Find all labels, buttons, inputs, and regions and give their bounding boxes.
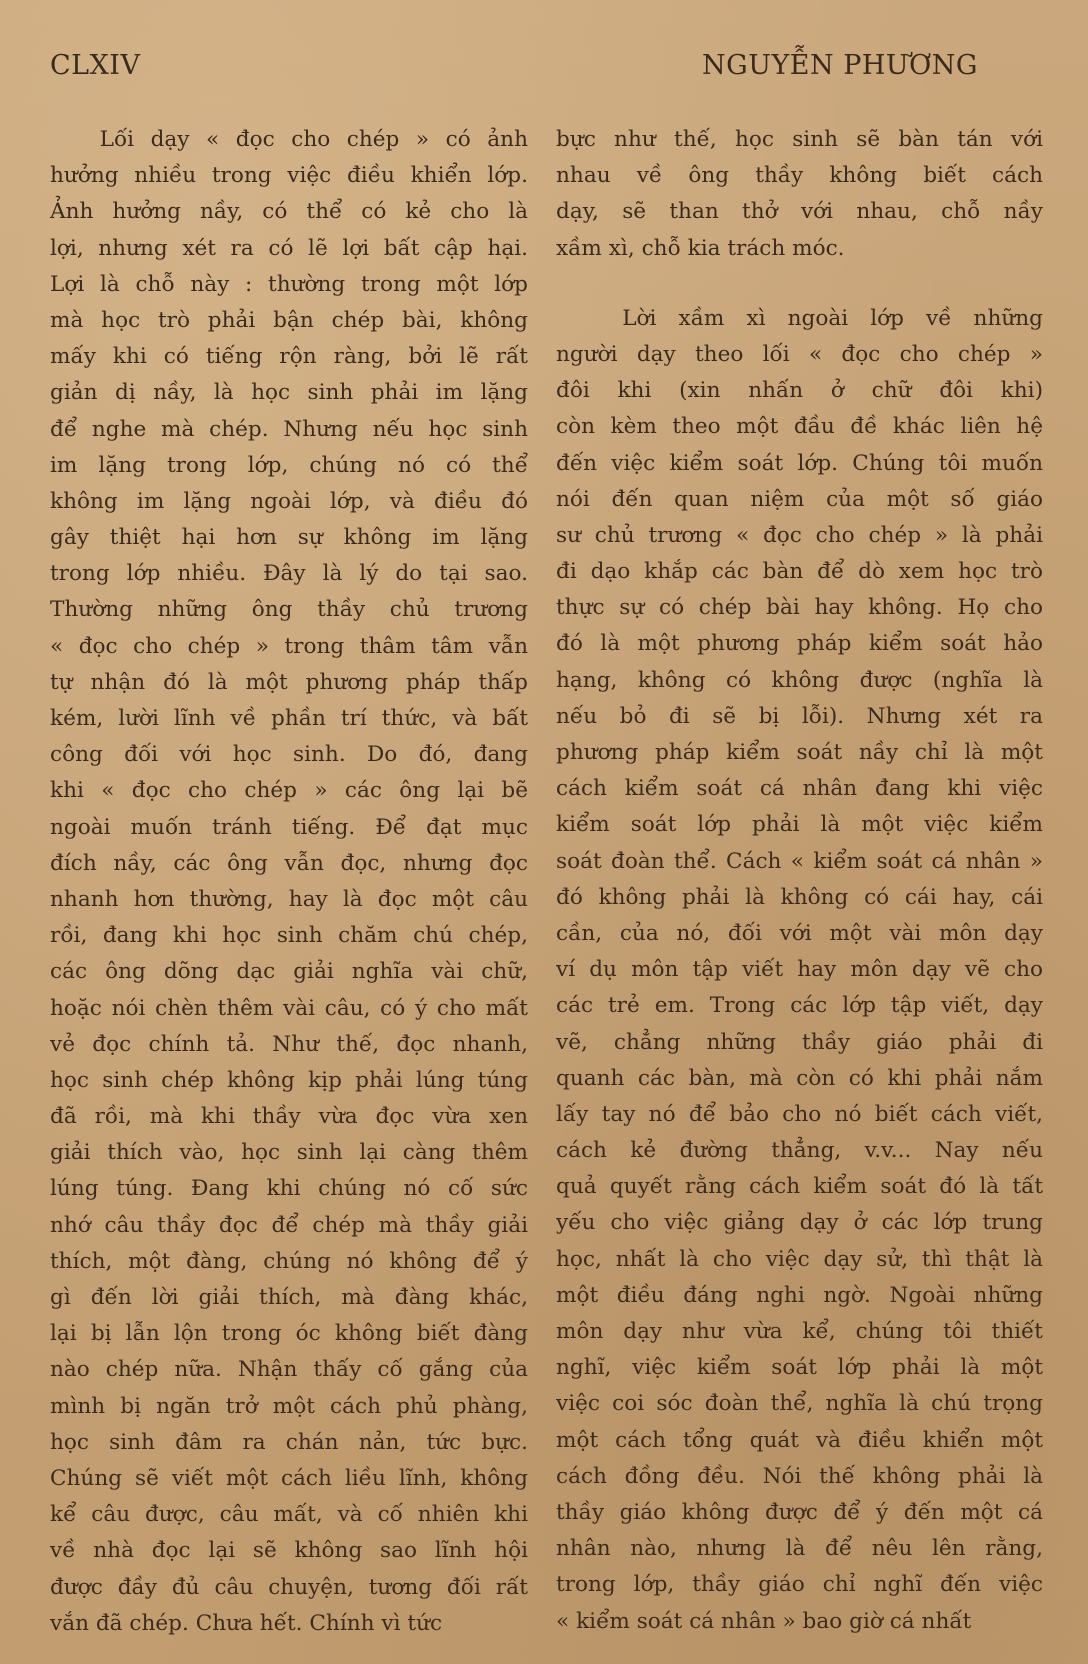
text-line: sư chủ trương « đọc cho chép » là phải: [556, 522, 1043, 548]
text-line: vắn đã chép. Chưa hết. Chính vì tức: [50, 1610, 443, 1636]
text-line: khi « đọc cho chép » các ông lại bẽ: [50, 778, 528, 804]
text-line: học sinh đâm ra chán nản, tức bực.: [50, 1429, 528, 1455]
text-line: môn dạy như vừa kể, chúng tôi thiết: [556, 1319, 1043, 1344]
text-line: đến việc kiểm soát lớp. Chúng tôi muốn: [556, 450, 1043, 476]
text-line: cách kiểm soát cá nhân đang khi việc: [556, 776, 1043, 802]
page-header: [50, 50, 978, 90]
text-line: lúng túng. Đang khi chúng nó cố sức: [50, 1176, 528, 1202]
text-line: trong lớp nhiều. Đây là lý do tại sao.: [50, 561, 528, 587]
text-line: Lời xầm xì ngoài lớp về những: [556, 305, 1043, 331]
text-line: gây thiệt hại hơn sự không im lặng: [50, 525, 528, 551]
text-line: nhanh hơn thường, hay là đọc một câu: [50, 886, 528, 912]
text-line: được đầy đủ câu chuyện, tương đối rất: [50, 1574, 528, 1600]
text-line: cần, của nó, đối với một vài môn dạy: [556, 920, 1043, 946]
text-line: Lợi là chỗ này : thường trong một lớp: [50, 271, 528, 297]
text-line: xầm xì, chỗ kia trách móc.: [556, 235, 845, 261]
text-line: hoặc nói chèn thêm vài câu, có ý cho mất: [50, 995, 528, 1021]
text-line: đích nầy, các ông vẫn đọc, nhưng đọc: [50, 850, 528, 876]
text-line: gì đến lời giải thích, mà đàng khác,: [50, 1285, 528, 1310]
text-line: « kiểm soát cá nhân » bao giờ cá nhất: [556, 1608, 972, 1634]
text-line: trong lớp, thầy giáo chỉ nghĩ đến việc: [556, 1572, 1043, 1598]
text-line: ngoài muốn tránh tiếng. Để đạt mục: [50, 814, 528, 840]
text-line: « đọc cho chép » trong thâm tâm vẫn: [50, 633, 528, 659]
text-line: để nghe mà chép. Nhưng nếu học sinh: [50, 416, 528, 442]
text-line: đó không phải là không có cái hay, cái: [556, 884, 1043, 910]
text-line: hưởng nhiều trong việc điều khiển lớp.: [50, 163, 528, 189]
text-line: bực như thế, học sinh sẽ bàn tán với: [556, 127, 1043, 152]
text-line: giải thích vào, học sinh lại càng thêm: [50, 1140, 528, 1166]
text-line: hạng, không có không được (nghĩa là: [556, 667, 1043, 693]
text-line: công đối với học sinh. Do đó, đang: [50, 742, 528, 768]
text-line: một điều đáng nghi ngờ. Ngoài những: [556, 1282, 1043, 1308]
text-line: im lặng trong lớp, chúng nó có thể: [50, 452, 528, 478]
text-line: nhân nào, nhưng là để nêu lên rằng,: [556, 1536, 1043, 1562]
text-line: thực sự có chép bài hay không. Họ cho: [556, 595, 1043, 621]
text-line: nhau về ông thầy không biết cách: [556, 163, 1043, 189]
right-column: [556, 122, 1043, 1640]
text-line: kiểm soát lớp phải là một việc kiểm: [556, 812, 1043, 838]
text-line: phương pháp kiểm soát nầy chỉ là một: [556, 740, 1043, 765]
paragraph-gap: [556, 267, 1043, 301]
left-column: [50, 122, 528, 1642]
text-line: lấy tay nó để bảo cho nó biết cách viết,: [556, 1101, 1043, 1127]
text-line: lại bị lẫn lộn trong óc không biết đàng: [50, 1321, 528, 1347]
text-line: vẽ, chẳng những thầy giáo phải đi: [556, 1029, 1043, 1055]
paragraph: [556, 122, 1043, 267]
text-line: học, nhất là cho việc dạy sử, thì thật là: [556, 1246, 1043, 1272]
text-line: soát đoàn thể. Cách « kiểm soát cá nhân »: [556, 848, 1043, 874]
text-line: Ảnh hưởng nầy, có thể có kẻ cho là: [50, 199, 528, 225]
text-line: đi dạo khắp các bàn để dò xem học trò: [556, 559, 1043, 585]
text-line: các trẻ em. Trong các lớp tập viết, dạy: [556, 993, 1043, 1019]
text-line: về nhà đọc lại sẽ không sao lĩnh hội: [50, 1538, 528, 1564]
text-line: nói đến quan niệm của một số giáo: [556, 486, 1043, 512]
text-line: kể câu được, câu mất, và cố nhiên khi: [50, 1502, 528, 1528]
text-line: thích, một đàng, chúng nó không để ý: [50, 1248, 528, 1274]
text-line: cách kẻ đường thẳng, v.v... Nay nếu: [556, 1138, 1043, 1164]
text-line: kém, lười lĩnh về phần trí thức, và bất: [50, 706, 528, 731]
text-line: Chúng sẽ viết một cách liều lĩnh, không: [50, 1465, 528, 1491]
text-line: nếu bỏ đi sẽ bị lỗi). Nhưng xét ra: [556, 703, 1043, 729]
text-line: yếu cho việc giảng dạy ở các lớp trung: [556, 1210, 1043, 1236]
text-line: người dạy theo lối « đọc cho chép »: [556, 341, 1043, 367]
text-line: thầy giáo không được để ý đến một cá: [556, 1499, 1043, 1525]
running-head: NGUYỄN PHƯƠNG: [702, 50, 978, 81]
text-line: các ông dõng dạc giải nghĩa vài chữ,: [50, 959, 528, 985]
text-line: Thường những ông thầy chủ trương: [50, 597, 528, 623]
text-line: Lối dạy « đọc cho chép » có ảnh: [50, 127, 528, 152]
text-line: nào chép nữa. Nhận thấy cố gắng của: [50, 1357, 528, 1383]
text-line: một cách tổng quát và điều khiển một: [556, 1427, 1043, 1453]
text-line: mấy khi có tiếng rộn ràng, bởi lẽ rất: [50, 344, 528, 370]
text-line: lợi, nhưng xét ra có lẽ lợi bất cập hại.: [50, 235, 528, 261]
text-line: vẻ đọc chính tả. Như thế, đọc nhanh,: [50, 1031, 528, 1057]
text-line: học sinh chép không kịp phải lúng túng: [50, 1067, 528, 1093]
text-line: mà học trò phải bận chép bài, không: [50, 307, 528, 333]
text-line: quanh các bàn, mà còn có khi phải nắm: [556, 1065, 1043, 1091]
text-line: mình bị ngăn trở một cách phủ phàng,: [50, 1393, 528, 1419]
text-line: quả quyết rằng cách kiểm soát đó là tất: [556, 1174, 1043, 1200]
text-line: rồi, đang khi học sinh chăm chú chép,: [50, 923, 528, 949]
text-line: cách đồng đều. Nói thế không phải là: [556, 1463, 1043, 1489]
text-line: tự nhận đó là một phương pháp thấp: [50, 669, 528, 695]
text-line: nghĩ, việc kiểm soát lớp phải là một: [556, 1355, 1043, 1381]
text-line: không im lặng ngoài lớp, và điều đó: [50, 488, 528, 514]
paragraph: [556, 301, 1043, 1640]
text-line: giản dị nầy, là học sinh phải im lặng: [50, 380, 528, 406]
text-line: đôi khi (xin nhấn ở chữ đôi khi): [556, 378, 1043, 404]
paragraph: [50, 122, 528, 1642]
text-line: ví dụ môn tập viết hay môn dạy vẽ cho: [556, 957, 1043, 983]
text-line: đã rồi, mà khi thầy vừa đọc vừa xen: [50, 1104, 528, 1130]
text-line: còn kèm theo một đầu đề khác liên hệ: [556, 414, 1043, 440]
text-line: dạy, sẽ than thở với nhau, chỗ nầy: [556, 199, 1043, 225]
text-line: đó là một phương pháp kiểm soát hảo: [556, 631, 1043, 657]
text-line: nhớ câu thầy đọc để chép mà thầy giải: [50, 1212, 528, 1238]
text-line: việc coi sóc đoàn thể, nghĩa là chú trọng: [556, 1391, 1043, 1417]
page-number: CLXIV: [50, 50, 141, 81]
